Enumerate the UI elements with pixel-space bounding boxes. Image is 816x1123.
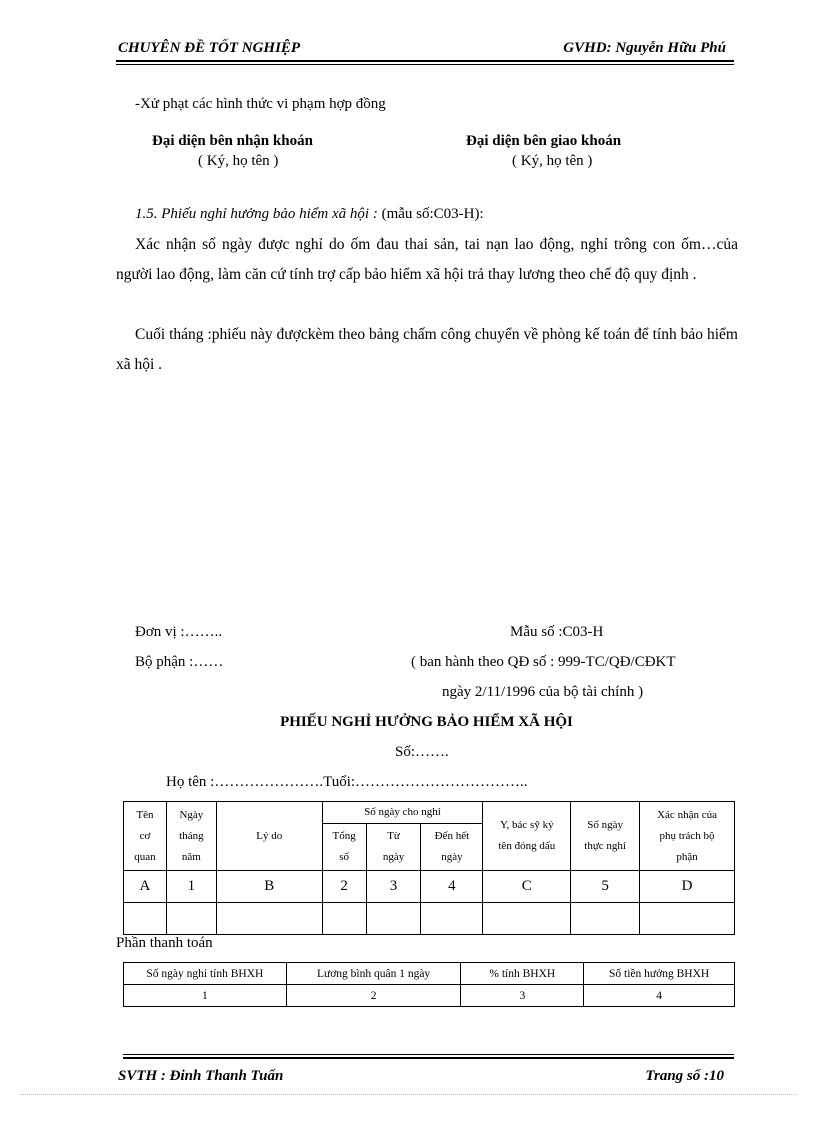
col-so-ngay-thuc-nghi: Số ngày thực nghỉ [571,802,640,871]
signature-right-sub: ( Ký, họ tên ) [512,153,593,169]
payment-header: Số ngày nghỉ tính BHXH [124,963,287,985]
code-cell: A [124,871,167,903]
empty-cell [640,903,735,935]
footer-rule-thick [123,1057,734,1059]
payment-header: % tính BHXH [461,963,584,985]
col-tu-ngay: Từ ngày [366,824,421,871]
col-ngay-thang-nam: Ngày tháng năm [166,802,216,871]
col-group-so-ngay-nghi: Số ngày cho nghỉ [322,802,483,824]
header-rule-thick [116,60,734,62]
table-row-codes [124,871,735,903]
payment-value: 2 [286,985,461,1007]
form-bo-phan: Bộ phận :…… [135,654,224,670]
table-row-empty [124,903,735,935]
payment-header: Lương bình quân 1 ngày [286,963,461,985]
intro-line: -Xử phạt các hình thức vi phạm hợp đồng [135,96,386,112]
code-cell: 2 [322,871,366,903]
signature-left-sub: ( Ký, họ tên ) [198,153,279,169]
header-rule-thin [116,64,734,65]
header-advisor: GVHD: Nguyễn Hữu Phú [563,40,726,56]
empty-cell [366,903,421,935]
col-den-het-ngay: Đến hết ngày [421,824,483,871]
empty-cell [322,903,366,935]
form-ngay: ngày 2/11/1996 của bộ tài chính ) [442,684,644,700]
code-cell: 1 [166,871,216,903]
footer-author: SVTH : Đinh Thanh Tuấn [118,1068,284,1084]
payment-table [123,962,735,1007]
payment-value: 3 [461,985,584,1007]
form-title: PHIẾU NGHỈ HƯỞNG BẢO HIỂM XÃ HỘI [280,714,573,730]
form-don-vi: Đơn vị :…….. [135,624,223,640]
section-heading-rest: (mẫu số:C03-H): [377,206,484,222]
empty-cell [124,903,167,935]
signature-left-title: Đại diện bên nhận khoán [152,133,313,149]
sick-leave-table [123,801,735,935]
empty-cell [421,903,483,935]
empty-cell [216,903,322,935]
form-mau-so: Mẫu số :C03-H [510,624,604,640]
payment-label: Phần thanh toán [116,935,213,951]
footer-page-number: Trang số :10 [645,1068,724,1084]
header-title: CHUYÊN ĐỀ TỐT NGHIỆP [118,40,301,56]
page-bottom-dotted-rule [20,1094,796,1095]
col-xac-nhan: Xác nhận của phụ trách bộ phận [640,802,735,871]
code-cell: D [640,871,735,903]
empty-cell [166,903,216,935]
section-paragraph-1: Xác nhận số ngày được nghỉ do ốm đau thai sản, tai nạn lao động, nghỉ trông con ốm…của người lao động, làm căn cứ tính trợ cấp bảo hiểm xã hội trả thay lương theo chế độ quy định . [116,236,738,283]
code-cell: B [216,871,322,903]
empty-cell [483,903,571,935]
form-ho-ten: Họ tên :………………….Tuổi:…………………………….. [166,774,528,790]
col-ly-do: Lý do [216,802,322,871]
empty-cell [571,903,640,935]
section-heading [135,206,484,223]
payment-value: 4 [584,985,735,1007]
payment-value: 1 [124,985,287,1007]
col-ten-co-quan: Tên cơ quan [124,802,167,871]
form-so: Số:……. [395,744,449,760]
form-ban-hanh: ( ban hành theo QĐ số : 999-TC/QĐ/CĐKT [411,654,676,670]
section-paragraph-2: Cuối tháng :phiếu này đượckèm theo bảng chấm công chuyển về phòng kế toán để tính bảo hiểm xã hội . [116,326,738,373]
code-cell: 3 [366,871,421,903]
section-heading-italic: 1.5. Phiếu nghỉ hưởng bảo hiểm xã hội : [135,206,378,222]
code-cell: 5 [571,871,640,903]
col-y-bac-sy: Y, bác sỹ ký tên đóng dấu [483,802,571,871]
code-cell: C [483,871,571,903]
signature-right-title: Đại diện bên giao khoán [466,133,622,149]
footer-rule-thin [123,1054,734,1055]
code-cell: 4 [421,871,483,903]
col-tong-so: Tổng số [322,824,366,871]
payment-header: Số tiền hưởng BHXH [584,963,735,985]
